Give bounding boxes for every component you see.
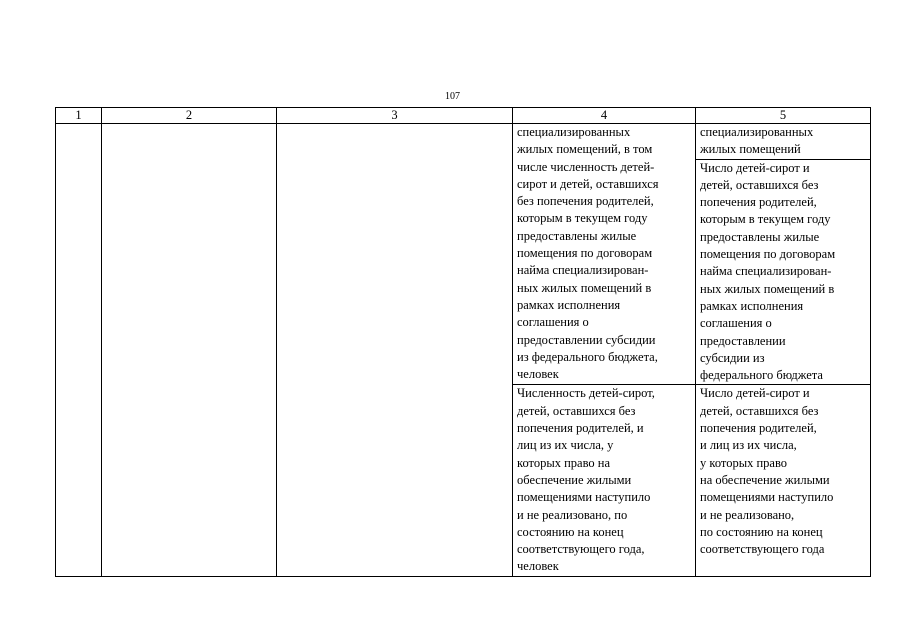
text-line: помещениями наступило	[700, 490, 834, 505]
text-line: у которых право	[700, 455, 788, 470]
text-line: которых право на	[517, 455, 611, 470]
column-header-1: 1	[56, 108, 102, 124]
text-line: числе численность детей-	[517, 159, 655, 174]
column-1-cell	[56, 124, 102, 577]
text-line: Число детей-сирот и	[700, 386, 810, 401]
text-line: соглашения о	[517, 315, 589, 330]
text-line: предоставлены жилые	[700, 229, 820, 244]
indicator-cell	[513, 385, 696, 576]
text-line: без попечения родителей,	[517, 194, 654, 209]
text-line: детей, оставшихся без	[700, 177, 819, 192]
column-3-cell	[277, 124, 513, 577]
table-row	[56, 124, 871, 160]
text-line: состоянию на конец	[517, 524, 624, 539]
text-line: по состоянию на конец	[700, 524, 823, 539]
text-line: из федерального бюджета,	[517, 349, 658, 364]
column-2-cell	[102, 124, 277, 577]
text-line: предоставлении субсидии	[517, 332, 656, 347]
text-line: соглашения о	[700, 316, 772, 331]
text-line: Численность детей-сирот,	[517, 386, 655, 401]
text-line: детей, оставшихся без	[700, 403, 819, 418]
text-line: человек	[517, 367, 559, 382]
text-line: сирот и детей, оставшихся	[517, 176, 659, 191]
text-line: соответствующего года,	[517, 542, 645, 557]
text-line: федерального бюджета	[700, 368, 823, 383]
text-line: жилых помещений, в том	[517, 142, 653, 157]
indicator-cell	[513, 124, 696, 385]
formula-cell	[696, 385, 871, 576]
text-line: найма специализирован-	[700, 264, 832, 279]
text-line: обеспечение жилыми	[517, 472, 632, 487]
text-line: и не реализовано, по	[517, 507, 628, 522]
text-line: ных жилых помещений в	[700, 281, 835, 296]
text-line: рамках исполнения	[517, 297, 621, 312]
document-table	[55, 107, 871, 577]
text-line: которым в текущем году	[700, 212, 831, 227]
text-line: лиц из их числа, у	[517, 438, 614, 453]
text-line: ных жилых помещений в	[517, 280, 652, 295]
text-line: которым в текущем году	[517, 211, 648, 226]
text-line: и лиц из их числа,	[700, 438, 797, 453]
formula-cell	[696, 124, 871, 160]
text-line: рамках исполнения	[700, 298, 804, 313]
text-line: помещения по договорам	[700, 247, 836, 262]
text-line: детей, оставшихся без	[517, 403, 636, 418]
table-header-row	[56, 108, 871, 124]
text-line: помещениями наступило	[517, 490, 651, 505]
text-line: найма специализирован-	[517, 263, 649, 278]
text-line: жилых помещений	[700, 142, 801, 157]
text-line: предоставлении	[700, 333, 786, 348]
text-line: попечения родителей, и	[517, 421, 644, 436]
page-number: 107	[445, 91, 460, 102]
text-line: специализированных	[700, 125, 814, 139]
text-line: на обеспечение жилыми	[700, 472, 830, 487]
formula-cell	[696, 159, 871, 385]
column-header-3: 3	[277, 108, 513, 124]
column-header-4: 4	[513, 108, 696, 124]
text-line: помещения по договорам	[517, 246, 653, 261]
text-line: специализированных	[517, 125, 631, 139]
text-line: соответствующего года	[700, 542, 825, 557]
column-header-2: 2	[102, 108, 277, 124]
text-line: предоставлены жилые	[517, 228, 637, 243]
text-line: человек	[517, 559, 559, 574]
text-line: попечения родителей,	[700, 421, 817, 436]
text-line: попечения родителей,	[700, 195, 817, 210]
column-header-5: 5	[696, 108, 871, 124]
text-line: субсидии из	[700, 350, 765, 365]
text-line: и не реализовано,	[700, 507, 795, 522]
text-line: Число детей-сирот и	[700, 160, 810, 175]
